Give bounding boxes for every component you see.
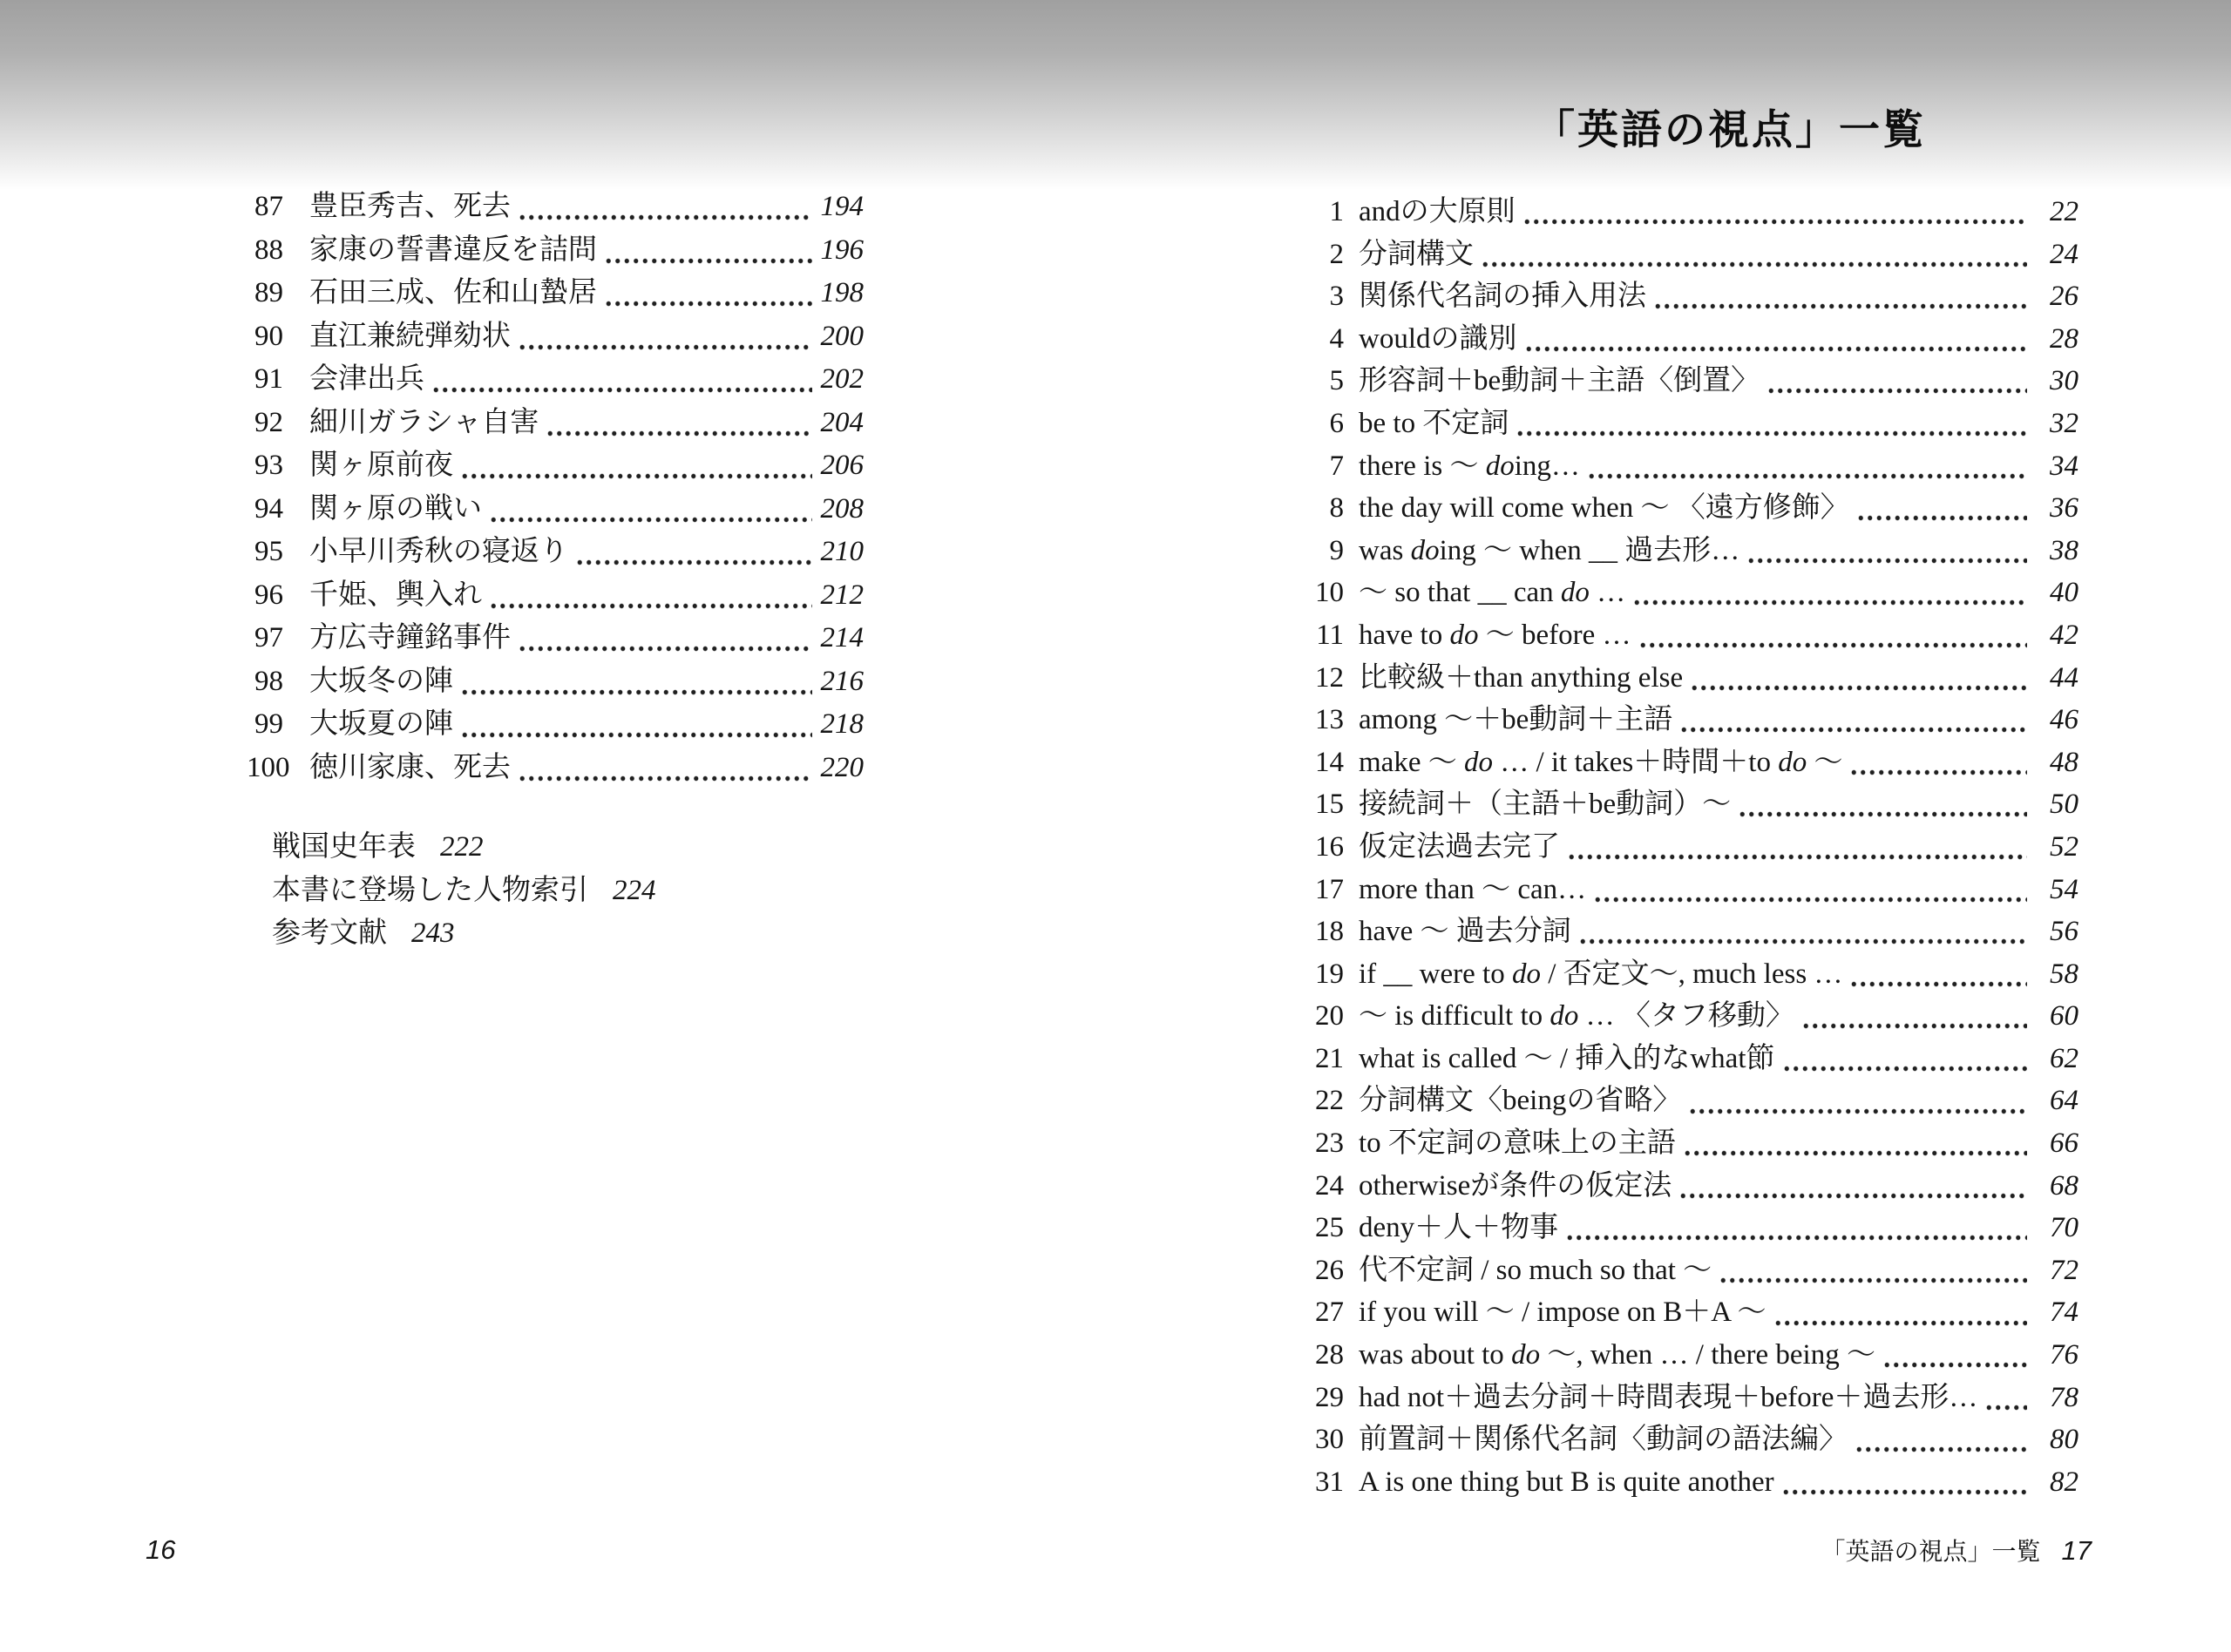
toc-row <box>1312 1377 2078 1419</box>
toc-row <box>1312 530 2078 572</box>
entry-number: 7 <box>1329 450 1344 482</box>
toc-row <box>247 272 864 315</box>
entry-page-number: 66 <box>2050 1127 2078 1160</box>
entry-title: have ～ 過去分詞 <box>1359 916 1571 948</box>
entry-page-number: 60 <box>2050 1000 2078 1032</box>
toc-row <box>1312 1207 2078 1249</box>
toc-row <box>247 747 864 790</box>
toc-row <box>247 186 864 229</box>
entry-page-number: 206 <box>820 450 864 481</box>
entry-number: 14 <box>1315 746 1344 778</box>
left-page-folio: 16 <box>146 1534 176 1565</box>
entry-number: 98 <box>254 665 283 697</box>
entry-number: 30 <box>1315 1424 1344 1456</box>
toc-row <box>1312 1080 2078 1122</box>
entry-number: 88 <box>254 234 283 266</box>
dot-leader <box>1593 869 2027 911</box>
entry-title: there is ～ doing… <box>1359 450 1580 482</box>
toc-row <box>1312 699 2078 741</box>
entry-page-number: 54 <box>2050 873 2078 905</box>
appendix-page-number: 243 <box>411 917 455 949</box>
entry-title: 仮定法過去完了 <box>1359 830 1560 863</box>
entry-page-number: 42 <box>2050 619 2078 651</box>
dot-leader <box>546 402 812 445</box>
dot-leader <box>1688 1080 2027 1122</box>
dot-leader <box>1587 445 2027 488</box>
toc-row <box>1312 1461 2078 1504</box>
dot-leader <box>460 660 812 704</box>
appendix-row <box>272 826 656 870</box>
entry-title: was doing ～ when __ 過去形… <box>1359 534 1740 566</box>
entry-page-number: 194 <box>820 191 864 222</box>
toc-row <box>1312 318 2078 361</box>
toc-row <box>1312 403 2078 445</box>
entry-page-number: 46 <box>2050 704 2078 736</box>
dot-leader <box>604 229 812 273</box>
entry-page-number: 78 <box>2050 1381 2078 1413</box>
entry-title: what is called ～ / 挿入的なwhat節 <box>1359 1042 1775 1074</box>
entry-number: 4 <box>1329 322 1344 355</box>
entry-number: 28 <box>1315 1339 1344 1371</box>
appendix-title: 本書に登場した人物索引 <box>272 874 588 906</box>
toc-row <box>247 660 864 704</box>
entry-number: 95 <box>254 536 283 567</box>
toc-row <box>1312 234 2078 276</box>
toc-row <box>1312 1418 2078 1461</box>
toc-row <box>1312 783 2078 826</box>
dot-leader <box>1781 1461 2027 1504</box>
appendix-row <box>272 912 656 956</box>
entry-page-number: 24 <box>2050 238 2078 270</box>
entry-title: 大坂冬の陣 <box>309 665 453 697</box>
entry-number: 17 <box>1315 873 1344 905</box>
entry-page-number: 70 <box>2050 1212 2078 1244</box>
entry-title: 豊臣秀吉、死去 <box>309 191 511 222</box>
toc-row <box>1312 1165 2078 1208</box>
right-toc-list <box>1312 191 2078 1503</box>
dot-leader <box>518 315 812 359</box>
appendix-row <box>272 870 656 913</box>
entry-number: 26 <box>1315 1254 1344 1286</box>
dot-leader <box>1849 953 2027 996</box>
entry-title: 前置詞＋関係代名詞〈動詞の語法編〉 <box>1359 1424 1848 1456</box>
entry-title: 形容詞＋be動詞＋主語〈倒置〉 <box>1359 365 1760 397</box>
entry-title: 分詞構文〈beingの省略〉 <box>1359 1085 1682 1117</box>
entry-title: 直江兼続弾劾状 <box>309 320 511 352</box>
toc-row <box>1312 487 2078 530</box>
entry-page-number: 74 <box>2050 1297 2078 1329</box>
entry-title: 方広寺鐘銘事件 <box>309 622 511 653</box>
dot-leader <box>1690 657 2027 700</box>
entry-title: 接続詞＋（主語＋be動詞）～ <box>1359 789 1732 821</box>
toc-row <box>247 531 864 574</box>
toc-row <box>247 402 864 445</box>
entry-title: 千姫、輿入れ <box>309 579 482 611</box>
entry-page-number: 214 <box>820 622 864 653</box>
entry-title: 関ヶ原前夜 <box>309 450 453 481</box>
entry-title: 関ヶ原の戦い <box>309 492 482 525</box>
entry-number: 21 <box>1315 1042 1344 1074</box>
toc-row <box>1312 1038 2078 1080</box>
entry-page-number: 82 <box>2050 1466 2078 1498</box>
entry-page-number: 30 <box>2050 365 2078 397</box>
dot-leader <box>1632 572 2027 614</box>
page-top-gradient <box>0 0 2231 190</box>
entry-number: 15 <box>1315 789 1344 821</box>
entry-number: 87 <box>254 191 283 222</box>
dot-leader <box>604 272 812 315</box>
entry-page-number: 80 <box>2050 1424 2078 1456</box>
toc-row <box>247 229 864 273</box>
entry-number: 99 <box>254 708 283 740</box>
entry-page-number: 216 <box>820 665 864 697</box>
toc-row <box>1312 1249 2078 1292</box>
entry-page-number: 36 <box>2050 492 2078 525</box>
toc-row <box>1312 275 2078 318</box>
dot-leader <box>518 617 812 660</box>
entry-title: 細川ガラシャ自害 <box>309 406 539 438</box>
entry-page-number: 68 <box>2050 1169 2078 1202</box>
dot-leader <box>518 747 812 790</box>
entry-page-number: 56 <box>2050 916 2078 948</box>
appendix-page-number: 224 <box>613 874 656 906</box>
entry-number: 16 <box>1315 830 1344 863</box>
entry-page-number: 198 <box>820 277 864 308</box>
entry-title: 代不定詞 / so much so that ～ <box>1359 1254 1712 1286</box>
entry-page-number: 26 <box>2050 281 2078 313</box>
dot-leader <box>1738 783 2027 826</box>
entry-number: 25 <box>1315 1212 1344 1244</box>
toc-row <box>247 444 864 488</box>
entry-title: ～ is difficult to do … 〈タフ移動〉 <box>1359 1000 1794 1032</box>
entry-title: 関係代名詞の挿入用法 <box>1359 281 1646 313</box>
entry-number: 29 <box>1315 1381 1344 1413</box>
toc-row <box>1312 614 2078 657</box>
entry-title: 石田三成、佐和山蟄居 <box>309 277 597 308</box>
entry-page-number: 218 <box>820 708 864 740</box>
entry-title: make ～ do … / it takes＋時間＋to do ～ <box>1359 746 1843 778</box>
dot-leader <box>1638 614 2028 657</box>
entry-number: 97 <box>254 622 283 653</box>
toc-row <box>1312 1122 2078 1165</box>
dot-leader <box>1746 530 2027 572</box>
entry-page-number: 50 <box>2050 789 2078 821</box>
entry-title: have to do ～ before … <box>1359 619 1631 651</box>
entry-page-number: 212 <box>820 579 864 611</box>
dot-leader <box>1567 826 2027 869</box>
entry-number: 3 <box>1329 281 1344 313</box>
toc-row <box>1312 1291 2078 1334</box>
entry-number: 8 <box>1329 492 1344 525</box>
entry-number: 18 <box>1315 916 1344 948</box>
entry-title: among ～＋be動詞＋主語 <box>1359 704 1673 736</box>
toc-row <box>247 617 864 660</box>
toc-row <box>247 488 864 531</box>
entry-page-number: 76 <box>2050 1339 2078 1371</box>
entry-number: 94 <box>254 492 283 525</box>
entry-title: 徳川家康、死去 <box>309 751 511 783</box>
entry-number: 24 <box>1315 1169 1344 1202</box>
entry-title: to 不定詞の意味上の主語 <box>1359 1127 1676 1160</box>
entry-title: if you will ～ / impose on B＋A ～ <box>1359 1297 1766 1329</box>
toc-row <box>247 574 864 618</box>
dot-leader <box>1678 1165 2027 1208</box>
left-appendix-list <box>272 826 656 956</box>
dot-leader <box>1524 318 2028 361</box>
entry-page-number: 62 <box>2050 1042 2078 1074</box>
entry-page-number: 58 <box>2050 958 2078 990</box>
dot-leader <box>1683 1122 2027 1165</box>
entry-page-number: 72 <box>2050 1254 2078 1286</box>
entry-number: 93 <box>254 450 283 481</box>
dot-leader <box>575 531 812 574</box>
entry-page-number: 200 <box>820 320 864 352</box>
dot-leader <box>1856 487 2027 530</box>
toc-row <box>1312 826 2078 869</box>
entry-page-number: 64 <box>2050 1085 2078 1117</box>
entry-title: 分詞構文 <box>1359 238 1474 270</box>
entry-number: 23 <box>1315 1127 1344 1160</box>
appendix-page-number: 222 <box>440 831 484 863</box>
entry-title: be to 不定詞 <box>1359 407 1509 439</box>
toc-row <box>1312 191 2078 234</box>
dot-leader <box>460 703 812 747</box>
dot-leader <box>1766 360 2027 403</box>
entry-number: 96 <box>254 579 283 611</box>
entry-number: 19 <box>1315 958 1344 990</box>
entry-page-number: 32 <box>2050 407 2078 439</box>
right-page-folio: 17 <box>2061 1535 2092 1566</box>
entry-number: 9 <box>1329 534 1344 566</box>
entry-title: more than ～ can… <box>1359 873 1587 905</box>
dot-leader <box>1516 403 2027 445</box>
dot-leader <box>1849 741 2027 784</box>
entry-page-number: 38 <box>2050 534 2078 566</box>
appendix-title: 戦国史年表 <box>272 831 416 863</box>
right-page-footer <box>1821 1534 2092 1568</box>
entry-title: 小早川秀秋の寝返り <box>309 536 568 567</box>
entry-title: 大坂夏の陣 <box>309 708 453 740</box>
toc-row <box>1312 953 2078 996</box>
appendix-title: 参考文献 <box>272 917 387 949</box>
toc-row <box>247 315 864 359</box>
entry-title: otherwiseが条件の仮定法 <box>1359 1169 1672 1202</box>
dot-leader <box>1578 911 2027 953</box>
dot-leader <box>1679 699 2027 741</box>
toc-row <box>1312 911 2078 953</box>
entry-number: 12 <box>1315 661 1344 694</box>
dot-leader <box>1653 275 2027 318</box>
entry-number: 5 <box>1329 365 1344 397</box>
entry-title: if __ were to do / 否定文～, much less … <box>1359 958 1843 990</box>
dot-leader <box>489 488 812 531</box>
entry-number: 13 <box>1315 704 1344 736</box>
entry-title: 家康の誓書違反を詰問 <box>309 234 597 266</box>
entry-title: A is one thing but B is quite another <box>1359 1466 1774 1498</box>
toc-row <box>1312 995 2078 1038</box>
entry-number: 100 <box>247 751 290 783</box>
entry-page-number: 34 <box>2050 450 2078 482</box>
dot-leader <box>1565 1207 2027 1249</box>
entry-number: 20 <box>1315 1000 1344 1032</box>
entry-number: 92 <box>254 406 283 438</box>
entry-page-number: 208 <box>820 492 864 525</box>
entry-number: 6 <box>1329 407 1344 439</box>
dot-leader <box>1782 1038 2027 1080</box>
toc-row <box>1312 869 2078 911</box>
entry-page-number: 196 <box>820 234 864 266</box>
dot-leader <box>1522 191 2027 234</box>
entry-number: 91 <box>254 363 283 395</box>
entry-page-number: 28 <box>2050 322 2078 355</box>
dot-leader <box>489 574 812 618</box>
entry-title: 比較級＋than anything else <box>1359 661 1684 694</box>
dot-leader <box>460 444 812 488</box>
right-footer-label: 「英語の視点」一覧 <box>1821 1538 2041 1565</box>
entry-title: was about to do ～, when … / there being ～ <box>1359 1339 1875 1371</box>
entry-number: 10 <box>1315 577 1344 609</box>
entry-title: wouldの識別 <box>1359 322 1517 355</box>
entry-number: 27 <box>1315 1297 1344 1329</box>
entry-number: 90 <box>254 320 283 352</box>
dot-leader <box>1773 1291 2027 1334</box>
toc-row <box>1312 741 2078 784</box>
dot-leader <box>1719 1249 2027 1292</box>
toc-row <box>1312 572 2078 614</box>
entry-number: 22 <box>1315 1085 1344 1117</box>
entry-title: deny＋人＋物事 <box>1359 1212 1559 1244</box>
entry-title: 会津出兵 <box>309 363 424 395</box>
toc-row <box>247 358 864 402</box>
entry-number: 11 <box>1316 619 1344 651</box>
toc-row <box>1312 360 2078 403</box>
entry-page-number: 52 <box>2050 830 2078 863</box>
toc-row <box>1312 657 2078 700</box>
dot-leader <box>1855 1418 2027 1461</box>
entry-page-number: 22 <box>2050 196 2078 227</box>
entry-title: the day will come when ～ 〈遠方修飾〉 <box>1359 492 1849 525</box>
entry-page-number: 202 <box>820 363 864 395</box>
entry-number: 89 <box>254 277 283 308</box>
toc-row <box>247 703 864 747</box>
dot-leader <box>1882 1334 2027 1377</box>
entry-title: had not＋過去分詞＋時間表現＋before＋過去形… <box>1359 1381 1978 1413</box>
entry-number: 1 <box>1329 196 1344 227</box>
entry-page-number: 44 <box>2050 661 2078 694</box>
entry-number: 2 <box>1329 238 1344 270</box>
dot-leader <box>1984 1377 2027 1419</box>
entry-number: 31 <box>1315 1466 1344 1498</box>
entry-page-number: 210 <box>820 536 864 567</box>
toc-row <box>1312 445 2078 488</box>
dot-leader <box>518 186 812 229</box>
entry-page-number: 48 <box>2050 746 2078 778</box>
right-page-title: 「英語の視点」一覧 <box>1534 108 1926 153</box>
dot-leader <box>1801 995 2027 1038</box>
left-toc-list <box>247 186 864 789</box>
entry-page-number: 40 <box>2050 577 2078 609</box>
entry-title: andの大原則 <box>1359 196 1516 227</box>
entry-page-number: 220 <box>820 751 864 783</box>
toc-row <box>1312 1334 2078 1377</box>
entry-title: ～ so that __ can do … <box>1359 577 1626 609</box>
dot-leader <box>1481 234 2027 276</box>
dot-leader <box>431 358 812 402</box>
entry-page-number: 204 <box>820 406 864 438</box>
